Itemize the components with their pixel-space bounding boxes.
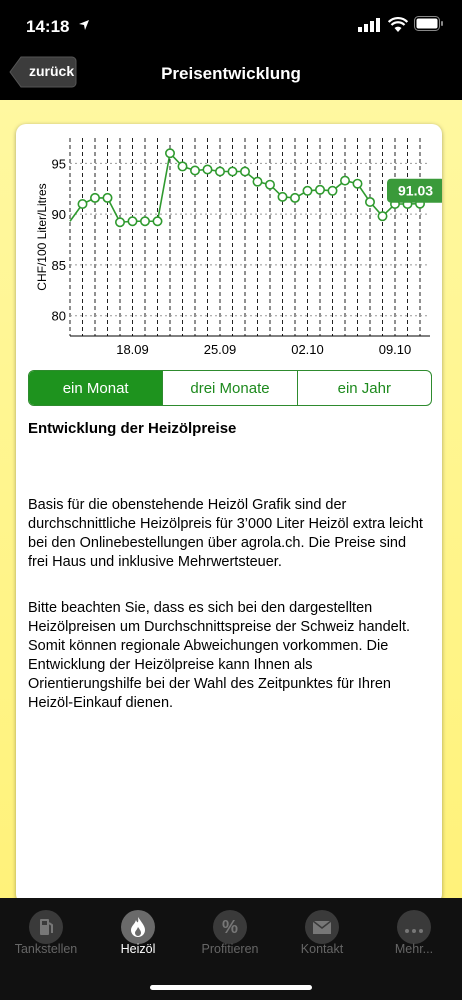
location-arrow-icon — [78, 19, 90, 31]
data-point — [266, 181, 274, 189]
mail-icon — [305, 910, 339, 944]
data-point — [303, 187, 311, 195]
data-point — [178, 162, 186, 170]
data-point — [328, 187, 336, 195]
y-tick-label: 95 — [51, 156, 66, 172]
tab-heizoel[interactable] — [92, 910, 184, 970]
x-tick-label: 02.10 — [291, 342, 324, 357]
data-point — [128, 217, 136, 225]
navigation-bar — [0, 50, 462, 100]
segment-three-months[interactable]: drei Monate — [162, 371, 296, 405]
info-paragraph-1: Basis für die obenstehende Heizöl Grafik sind der durchschnittliche Heizölpreis für 3’000 Liter Heizöl extra leicht bei den Onlinebestellungen über agrola.ch. Die Preise sind frei Haus und inklusive Mehrwertsteuer. — [28, 497, 423, 570]
tab-label: Kontakt — [300, 942, 344, 956]
tab-tankstellen[interactable] — [0, 910, 92, 970]
segment-one-month[interactable]: ein Monat — [29, 371, 162, 405]
data-point — [378, 212, 386, 220]
info-paragraph-2: Bitte beachten Sie, dass es sich bei den dargestellten Heizölpreisen um Durchschnittspreise der Schweiz handelt. Somit können regionale Abweichungen vorkommen. Die Entwicklung der Heizölpreise kann Ihnen als Orientierungshilfe bei der Wahl des Zeitpunktes für Ihren Heizöl-Einkauf dienen. — [28, 600, 411, 711]
data-point — [316, 186, 324, 194]
fuel-pump-icon — [29, 910, 63, 944]
price-chart[interactable] — [16, 124, 442, 364]
y-tick-label: 90 — [51, 207, 66, 223]
data-point — [116, 218, 124, 226]
data-point — [253, 177, 261, 185]
cellular-signal-icon — [358, 18, 380, 32]
y-axis-label: CHF/100 Liter/Litres — [35, 183, 49, 291]
section-heading: Entwicklung der Heizölpreise — [28, 420, 237, 437]
data-point — [353, 179, 361, 187]
data-point — [141, 217, 149, 225]
data-point — [103, 194, 111, 202]
percent-icon — [213, 910, 247, 944]
y-tick-label: 80 — [51, 308, 66, 324]
flame-icon — [121, 910, 155, 944]
back-button-label: zurück — [29, 63, 75, 79]
wifi-icon — [388, 17, 408, 33]
tab-label: Profitieren — [201, 942, 259, 956]
data-point — [191, 166, 199, 174]
period-selector — [28, 370, 432, 406]
content-card — [16, 124, 442, 904]
x-tick-label: 18.09 — [116, 342, 149, 357]
y-tick-label: 85 — [51, 257, 66, 273]
data-point — [366, 198, 374, 206]
data-point — [203, 165, 211, 173]
data-point — [216, 167, 224, 175]
current-value-label: 91.03 — [398, 182, 434, 199]
svg-text:%: % — [221, 917, 239, 937]
data-point — [291, 194, 299, 202]
tab-profitieren[interactable] — [184, 910, 276, 970]
data-point — [166, 149, 174, 157]
segment-one-year[interactable]: ein Jahr — [297, 371, 431, 405]
data-point — [228, 167, 236, 175]
tab-label: Mehr... — [394, 942, 434, 956]
status-time: 14:18 — [26, 17, 70, 36]
data-point — [241, 167, 249, 175]
data-point — [78, 200, 86, 208]
data-point — [278, 193, 286, 201]
tab-label: Tankstellen — [14, 942, 78, 956]
data-point — [91, 194, 99, 202]
data-point — [153, 217, 161, 225]
tab-mehr[interactable] — [368, 910, 460, 970]
battery-icon — [414, 16, 444, 32]
tab-label: Heizöl — [120, 942, 156, 956]
more-icon — [397, 910, 431, 944]
x-tick-label: 25.09 — [203, 342, 237, 357]
x-tick-label: 09.10 — [378, 342, 412, 357]
data-point — [341, 176, 349, 184]
tab-kontakt[interactable] — [276, 910, 368, 970]
page-title: Preisentwicklung — [161, 64, 301, 83]
status-bar — [0, 0, 462, 50]
home-indicator — [150, 985, 312, 990]
